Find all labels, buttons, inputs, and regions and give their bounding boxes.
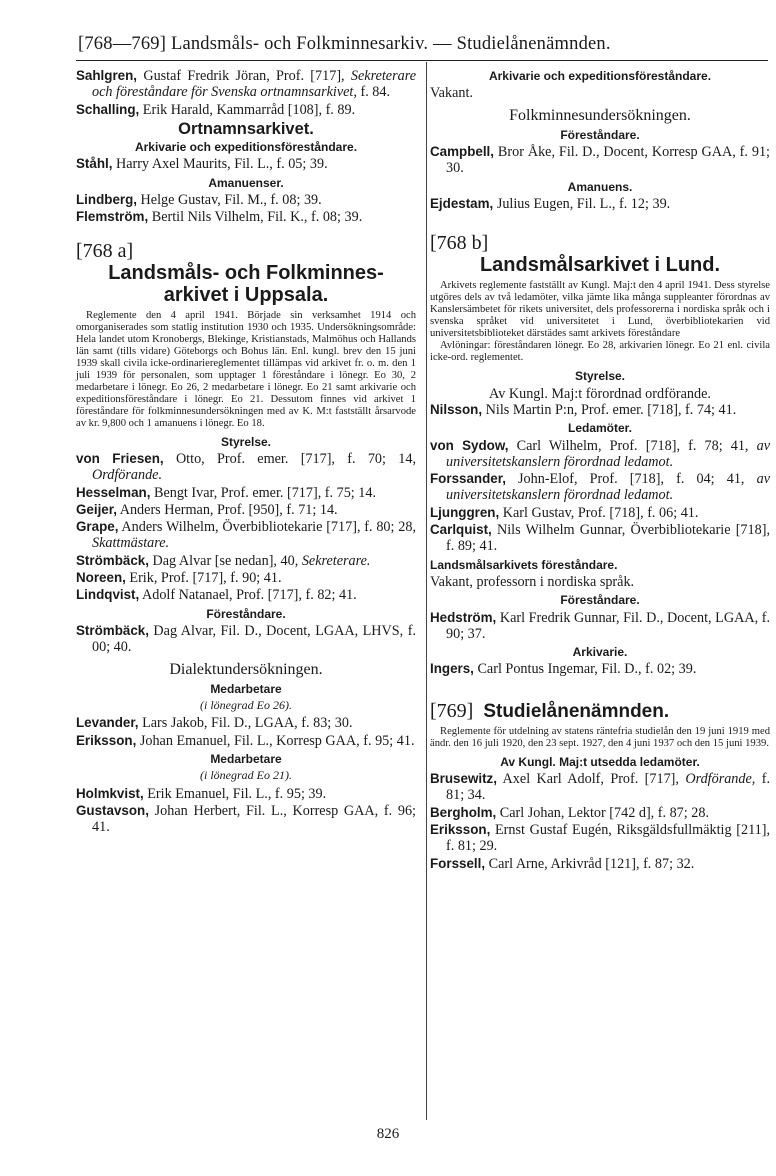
entry-name: von Friesen, [76, 450, 164, 466]
entry-text: Axel Karl Adolf, Prof. [717], [496, 771, 679, 788]
entry-text: John-Elof, Prof. [718], f. 04; 41, [505, 471, 745, 488]
section-title-768a-line2: arkivet i Uppsala. [163, 283, 329, 306]
entry-sahlgren [76, 68, 416, 101]
entry-text: Nils Martin P:n, Prof. emer. [718], f. 74; 41. [482, 401, 737, 418]
subheading: Föreståndare. [560, 593, 640, 608]
subheading: Arkivarie och expeditionsföreståndare. [488, 69, 712, 83]
entry-name: Hedström, [430, 609, 497, 625]
entry-role: Ordförande. [92, 467, 163, 484]
subheading: Amanuens. [567, 179, 633, 194]
entry-lindqvist [76, 587, 416, 603]
entry-stromback [76, 553, 416, 569]
entry-name: Nilsson, [430, 401, 483, 417]
subheading: Av Kungl. Maj:t utsedda ledamöter. [500, 754, 700, 769]
section-title-768a-line1: Landsmåls- och Folkminnes- [108, 261, 384, 284]
entry-forssander [430, 471, 770, 504]
reglemente-paragraph: Reglemente för utdelning av statens räntefria studielån den 19 juni 1919 med ändr. den 16 juli 1920, den 23 sept. 1927, den 4 juni 1937 och den 15 juni 1939. [430, 725, 770, 749]
entry-name: Holmkvist, [76, 785, 144, 801]
entry-lindberg [76, 192, 416, 208]
entry-text: Carl Johan, Lektor [742 d], f. 87; 28. [496, 804, 709, 821]
entry-nilsson [430, 402, 770, 418]
section-title-ortnamnsarkivet: Ortnamnsarkivet. [178, 119, 314, 138]
entry-text: Helge Gustav, Fil. M., f. 08; 39. [137, 192, 322, 209]
section-title-768b: Landsmålsarkivet i Lund. [479, 254, 721, 277]
header-rule [76, 60, 768, 61]
entry-holmkvist [76, 786, 416, 802]
entry-hesselman [76, 485, 416, 501]
entry-levander [76, 715, 416, 731]
entry-name: Grape, [76, 519, 119, 535]
entry-brusewitz [430, 771, 770, 804]
entry-text: Erik Harald, Kammarråd [108], f. 89. [139, 101, 356, 118]
entry-noreen [76, 570, 416, 586]
entry-text: Bror Åke, Fil. D., Docent, Korresp GAA, f. 91; 30. [446, 144, 770, 177]
section-number: [768 b] [430, 232, 489, 255]
subheading: Medarbetare [210, 681, 282, 696]
reglemente-paragraph: Arkivets reglemente fastställt av Kungl. Maj:t den 4 april 1941. Dess styrelse utgöres dels av två ledamöter, vilka jämte lika många suppleanter förordnas av Kanslersämbetet för rikets universitet, dels professorerna i nordiska språk och i svenska språket vid universitetet i Lund, överbibliotekarien vid universitetsbiblioteket därstädes samt arkivets föreståndare [430, 280, 770, 340]
entry-name: Geijer, [76, 501, 117, 517]
entry-carlquist [430, 522, 770, 555]
entry-flemstrom [76, 209, 416, 225]
entry-text: Harry Axel Maurits, Fil. L., f. 05; 39. [112, 156, 328, 173]
column-divider [426, 62, 427, 1120]
subheading: Arkivarie och expeditionsföreståndare. [134, 140, 358, 155]
entry-text: Karl Gustav, Prof. [718], f. 06; 41. [499, 504, 699, 521]
section-number: [769] [430, 699, 474, 722]
entry-text: Carl Wilhelm, Prof. [718], f. 78; 41, [508, 437, 749, 454]
entry-role: av universitetskanslern förordnad ledamot. [446, 437, 770, 470]
entry-campbell [430, 144, 770, 177]
entry-name: Hesselman, [76, 484, 151, 500]
entry-name: Carlquist, [430, 522, 492, 538]
entry-role: Skattmästare. [92, 535, 170, 552]
subheading-note: (i lönegrad Eo 26). [200, 698, 292, 713]
subheading: Föreståndare. [560, 127, 640, 142]
entry-name: Eriksson, [76, 732, 137, 748]
entry-text: Bengt Ivar, Prof. emer. [717], f. 75; 14. [150, 484, 377, 501]
entry-text: Erik Emanuel, Fil. L., f. 95; 39. [143, 785, 327, 802]
running-head: [768—769] Landsmåls- och Folkminnesarkiv. — Studielånenämnden. [78, 34, 611, 54]
chair-appointment-line: Av Kungl. Maj:t förordnad ordförande. [489, 385, 711, 402]
entry-eriksson-ernst [430, 822, 770, 855]
entry-text: Carl Pontus Ingemar, Fil. D., f. 02; 39. [473, 661, 697, 678]
entry-name: Campbell, [430, 144, 494, 160]
entry-text: Gustaf Fredrik Jöran, Prof. [717], [137, 68, 345, 84]
entry-name: Levander, [76, 715, 139, 731]
entry-hedstrom [430, 610, 770, 643]
entry-role: Ordförande, [678, 771, 756, 788]
entry-name: Ståhl, [76, 156, 113, 172]
vacancy-text: Vakant, professorn i nordiska språk. [430, 573, 635, 590]
section-number: [768 a] [76, 239, 134, 262]
section-title-folkminnesundersokningen: Folkminnesundersökningen. [509, 106, 691, 124]
entry-name: Flemström, [76, 209, 149, 225]
entry-name: Schalling, [76, 101, 140, 117]
entry-name: Ljunggren, [430, 504, 500, 520]
entry-name: Bergholm, [430, 804, 497, 820]
section-title-769: Studielånenämnden. [483, 700, 670, 722]
entry-text: Adolf Natanael, Prof. [717], f. 82; 41. [139, 587, 357, 604]
page-number: 826 [376, 1126, 400, 1142]
entry-eriksson [76, 733, 416, 749]
subheading: Styrelse. [220, 434, 272, 449]
subheading: Arkivarie. [572, 645, 628, 660]
entry-grape [76, 519, 416, 552]
vacancy-text: Vakant. [430, 85, 473, 102]
entry-ejdestam [430, 196, 770, 212]
entry-text: Anders Herman, Prof. [950], f. 71; 14. [116, 501, 338, 518]
entry-role: Sekreterare. [298, 552, 371, 569]
entry-stahl [76, 156, 416, 172]
subheading: Styrelse. [574, 369, 626, 384]
subheading: Medarbetare [210, 752, 282, 767]
entry-name: Sahlgren, [76, 68, 138, 83]
entry-text: Dag Alvar, Fil. D., Docent, LGAA, LHVS, f. 00; 40. [92, 622, 416, 656]
entry-text: Otto, Prof. emer. [717], f. 70; 14, [163, 450, 416, 467]
entry-stromback-forestandare [76, 623, 416, 656]
entry-ingers [430, 661, 770, 677]
entry-role: Sekreterare och föreståndare för Svenska ortnamnsarkivet, [92, 68, 417, 101]
entry-role: av universitetskanslern förordnad ledamot. [446, 471, 770, 504]
entry-name: Noreen, [76, 570, 126, 586]
subheading: Ledamöter. [567, 421, 633, 436]
entry-name: Lindberg, [76, 192, 137, 208]
subheading-note: (i lönegrad Eo 21). [200, 768, 292, 783]
entry-name: von Sydow, [430, 437, 509, 453]
entry-tail: f. 84. [356, 84, 391, 101]
entry-name: Gustavson, [76, 802, 149, 818]
entry-text: Karl Fredrik Gunnar, Fil. D., Docent, LGAA, f. 90; 37. [446, 609, 770, 642]
entry-name: Ejdestam, [430, 196, 494, 212]
entry-ljunggren [430, 505, 770, 521]
entry-name: Ingers, [430, 661, 474, 677]
subheading: Landsmålsarkivets föreståndare. [430, 557, 618, 572]
entry-forssell [430, 856, 770, 872]
reglemente-paragraph: Reglemente den 4 april 1941. Började sin verksamhet 1914 och omorganiserades som statlig institution 1930 och 1935. Undersökningsområde: Hela landet utom Kronobergs, Blekinge, Kristianstads, Malmöhus och Hallands län samt (tills vidare) Göteborgs och Bohus län. Enl. kungl. brev den 15 juni 1939 skall civila icke-ordinariereglementet tillämpas vid arkivet fr. o. m. den 1 juli 1939 för personalen, som upptager 1 föreståndare i lönegr. Eo 30, 2 medarbetare i lönegr. Eo 26, 2 medarbetare i lönegr. Eo 21 samt arkivarie och expeditionsföreståndare i lönegr. Eo 21. Dessutom finnes vid arkivet 1 föreståndare för folkminnesundersökningen med av K. M:t fastställt årsarvode av kr. 9,800 och 1 amanuens i lönegr. Eo 18. [76, 309, 416, 429]
entry-text: Anders Wilhelm, Överbibliotekarie [717], f. 80; 28, [118, 519, 416, 536]
entry-tail: f. 81; 34. [446, 771, 770, 804]
entry-text: Bertil Nils Vilhelm, Fil. K., f. 08; 39. [148, 209, 363, 226]
entry-text: Erik, Prof. [717], f. 90; 41. [125, 570, 282, 587]
entry-text: Dag Alvar [se nedan], 40, [148, 552, 299, 569]
entry-text: Johan Herbert, Fil. L., Korresp GAA, f. 96; 41. [92, 802, 416, 836]
section-heading-769 [430, 700, 770, 722]
left-column [76, 68, 416, 837]
right-column [430, 68, 770, 873]
entry-text: Lars Jakob, Fil. D., LGAA, f. 83; 30. [138, 715, 353, 732]
entry-name: Strömbäck, [76, 622, 149, 638]
entry-name: Lindqvist, [76, 587, 140, 603]
entry-vonsydow [430, 438, 770, 471]
section-title-dialektundersokningen: Dialektundersökningen. [169, 660, 323, 678]
subheading: Amanuenser. [208, 175, 284, 190]
entry-name: Strömbäck, [76, 552, 149, 568]
entry-bergholm [430, 805, 770, 821]
entry-vonfriesen [76, 451, 416, 484]
entry-name: Eriksson, [430, 821, 491, 837]
entry-geijer [76, 502, 416, 518]
entry-name: Brusewitz, [430, 771, 497, 787]
avloningar-paragraph: Avlöningar: föreståndaren lönegr. Eo 28, arkivarien lönegr. Eo 21 enl. civila icke-ord. reglementet. [430, 340, 770, 364]
entry-gustavson [76, 803, 416, 836]
entry-text: Carl Arne, Arkivråd [121], f. 87; 32. [485, 855, 695, 872]
subheading: Föreståndare. [206, 606, 286, 621]
entry-text: Julius Eugen, Fil. L., f. 12; 39. [493, 196, 671, 213]
entry-name: Forssander, [430, 471, 506, 487]
entry-schalling [76, 102, 416, 118]
entry-text: Ernst Gustaf Eugén, Riksgäldsfullmäktig [211], f. 81; 29. [446, 821, 770, 855]
entry-name: Forssell, [430, 855, 486, 871]
entry-text: Johan Emanuel, Fil. L., Korresp GAA, f. 95; 41. [136, 732, 415, 749]
entry-text: Nils Wilhelm Gunnar, Överbibliotekarie [718], f. 89; 41. [446, 522, 770, 555]
